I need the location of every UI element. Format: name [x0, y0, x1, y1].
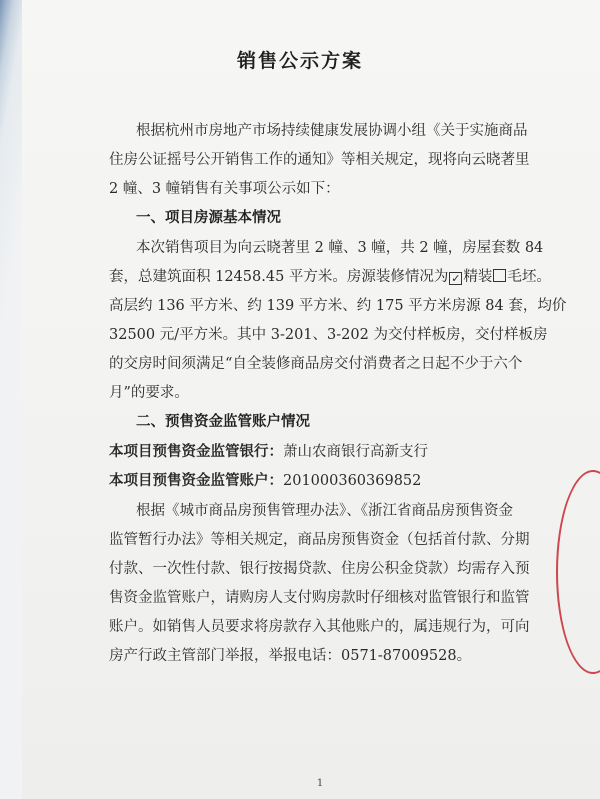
section-2-line-4: 售资金监管账户，请购房人支付购房款时仔细核对监管银行和监管: [109, 590, 530, 606]
page-number: 1: [316, 778, 324, 789]
red-stamp-edge: [556, 470, 600, 674]
intro-line-3: 2 幢、3 幢销售有关事项公示如下：: [109, 181, 340, 197]
bank-label: 本项目预售资金监管银行：: [109, 444, 283, 460]
section-1-heading: 一、项目房源基本情况: [136, 210, 281, 226]
section-1-line-5: 的交房时间须满足“自全装修商品房交付消费者之日起不少于六个: [109, 356, 523, 372]
section-2-line-1: 根据《城市商品房预售管理办法》、《浙江省商品房预售资金: [136, 503, 513, 519]
section-1-line-1: 本次销售项目为向云晓著里 2 幢、3 幢，共 2 幢，房屋套数 84: [136, 240, 544, 256]
account-label: 本项目预售资金监管账户：: [109, 473, 283, 489]
intro-line-2: 住房公证摇号公开销售工作的通知》等相关规定，现将向云晓著里: [109, 152, 530, 168]
account-row: [109, 469, 421, 490]
checked-box-icon: ✓: [451, 272, 461, 285]
section-2-line-3: 付款、一次性付款、银行按揭贷款、住房公积金贷款）均需存入预: [109, 561, 530, 577]
account-value: 201000360369852: [283, 473, 422, 489]
section-1-line-2-text: 套，总建筑面积 12458.45 平方米。房源装修情况为: [109, 269, 449, 285]
section-1-line-6: 月”的要求。: [109, 385, 189, 401]
intro-line-1: 根据杭州市房地产市场持续健康发展协调小组《关于实施商品: [136, 123, 528, 139]
option-finished: 精装: [463, 269, 493, 285]
empty-box-icon: [493, 269, 506, 282]
bank-row: [109, 440, 428, 461]
section-2-heading: 二、预售资金监管账户情况: [136, 414, 310, 430]
option-rough: 毛坯。: [507, 269, 551, 285]
section-1-line-2: [109, 265, 551, 286]
section-2-line-5: 账户。如销售人员要求将房款存入其他账户的，属违规行为，可向: [109, 619, 530, 635]
section-2-line-2: 监管暂行办法》等相关规定，商品房预售资金（包括首付款、分期: [109, 532, 530, 548]
section-2-line-6: 房产行政主管部门举报，举报电话：0571-87009528。: [109, 648, 472, 664]
bank-value: 萧山农商银行高新支行: [283, 444, 428, 460]
document-title: 销售公示方案: [236, 50, 363, 72]
section-1-line-3: 高层约 136 平方米、约 139 平方米、约 175 平方米房源 84 套，均价: [109, 298, 567, 314]
section-1-line-4: 32500 元/平方米。其中 3-201、3-202 为交付样板房，交付样板房: [109, 327, 548, 343]
